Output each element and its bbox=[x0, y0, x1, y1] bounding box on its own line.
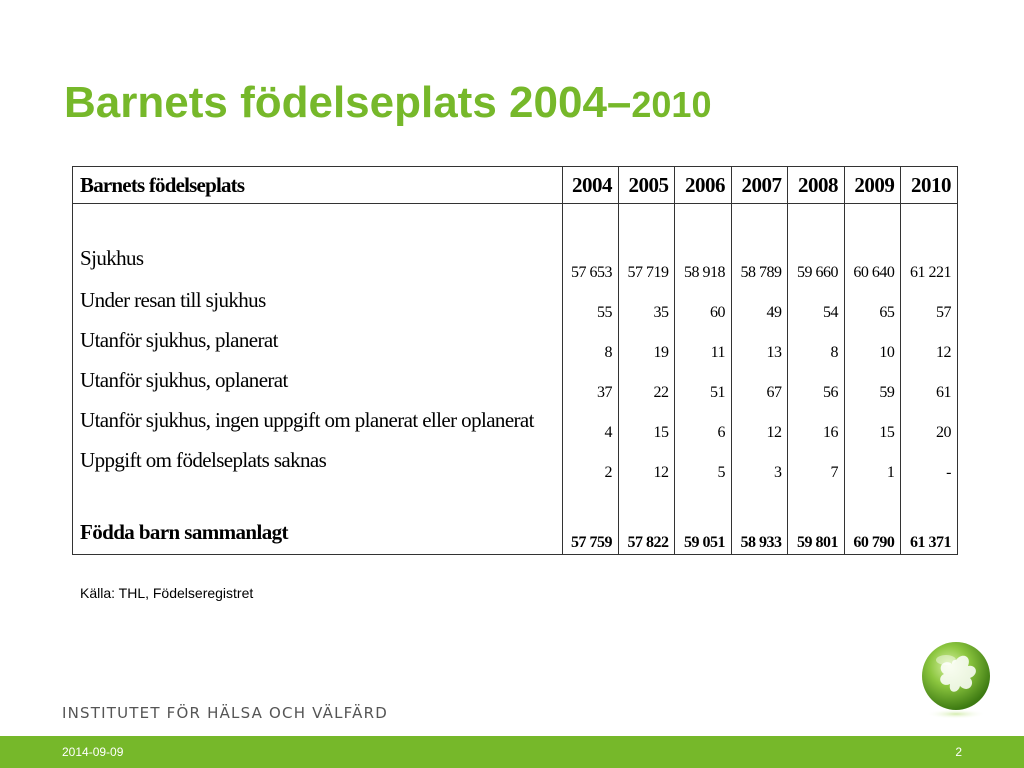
row-label: Utanför sjukhus, oplanerat bbox=[80, 368, 288, 392]
source-note: Källa: THL, Födelseregistret bbox=[80, 585, 254, 601]
row-label: Utanför sjukhus, ingen uppgift om planerat eller oplanerat bbox=[80, 408, 534, 432]
slide-title-main: Barnets födelseplats 2004– bbox=[64, 78, 632, 127]
cell-value: 60 640 bbox=[844, 246, 900, 284]
cell-value: 20 bbox=[901, 404, 958, 444]
total-value: 57 759 bbox=[562, 520, 618, 555]
cell-value: 56 bbox=[788, 364, 844, 404]
total-row bbox=[73, 520, 958, 555]
table-row bbox=[73, 444, 958, 484]
footer-bar bbox=[0, 736, 1024, 768]
cell-value: 8 bbox=[562, 324, 618, 364]
row-label: Sjukhus bbox=[80, 246, 144, 270]
year-header: 2008 bbox=[788, 167, 844, 204]
year-header: 2006 bbox=[675, 167, 731, 204]
cell-value: 12 bbox=[901, 324, 958, 364]
row-label: Utanför sjukhus, planerat bbox=[80, 328, 278, 352]
cell-value: 10 bbox=[844, 324, 900, 364]
table-row bbox=[73, 284, 958, 324]
cell-value: 57 653 bbox=[562, 246, 618, 284]
row-label: Uppgift om födelseplats saknas bbox=[80, 448, 327, 472]
table-row bbox=[73, 246, 958, 284]
cell-value: 65 bbox=[844, 284, 900, 324]
slide-title bbox=[64, 78, 711, 128]
total-value: 61 371 bbox=[901, 520, 958, 555]
cell-value: 57 719 bbox=[619, 246, 675, 284]
cell-value: 49 bbox=[731, 284, 787, 324]
cell-value: 58 789 bbox=[731, 246, 787, 284]
institute-name: INSTITUTET FÖR HÄLSA OCH VÄLFÄRD bbox=[62, 704, 388, 722]
birthplace-table bbox=[72, 166, 958, 555]
total-label: Födda barn sammanlagt bbox=[80, 520, 288, 544]
cell-value: 11 bbox=[675, 324, 731, 364]
total-value: 59 801 bbox=[788, 520, 844, 555]
cell-value: 16 bbox=[788, 404, 844, 444]
cell-value: 3 bbox=[731, 444, 787, 484]
cell-value: 5 bbox=[675, 444, 731, 484]
cell-value: 61 bbox=[901, 364, 958, 404]
cell-value: 60 bbox=[675, 284, 731, 324]
cell-value: 59 bbox=[844, 364, 900, 404]
cell-value: 12 bbox=[619, 444, 675, 484]
cell-value: 35 bbox=[619, 284, 675, 324]
header-label: Barnets födelseplats bbox=[73, 167, 563, 204]
cell-value: 1 bbox=[844, 444, 900, 484]
cell-value: 59 660 bbox=[788, 246, 844, 284]
total-value: 58 933 bbox=[731, 520, 787, 555]
spacer-row bbox=[73, 204, 958, 247]
row-label: Under resan till sjukhus bbox=[80, 288, 266, 312]
cell-value: - bbox=[901, 444, 958, 484]
spacer-row bbox=[73, 484, 958, 520]
table-row bbox=[73, 404, 958, 444]
cell-value: 37 bbox=[562, 364, 618, 404]
cell-value: 2 bbox=[562, 444, 618, 484]
cell-value: 67 bbox=[731, 364, 787, 404]
page-number: 2 bbox=[955, 745, 962, 759]
cell-value: 54 bbox=[788, 284, 844, 324]
cell-value: 57 bbox=[901, 284, 958, 324]
year-header: 2004 bbox=[562, 167, 618, 204]
cell-value: 8 bbox=[788, 324, 844, 364]
cell-value: 61 221 bbox=[901, 246, 958, 284]
footer-date: 2014-09-09 bbox=[62, 745, 124, 759]
cell-value: 6 bbox=[675, 404, 731, 444]
cell-value: 4 bbox=[562, 404, 618, 444]
total-value: 59 051 bbox=[675, 520, 731, 555]
cell-value: 22 bbox=[619, 364, 675, 404]
total-value: 60 790 bbox=[844, 520, 900, 555]
cell-value: 15 bbox=[844, 404, 900, 444]
cell-value: 7 bbox=[788, 444, 844, 484]
cell-value: 13 bbox=[731, 324, 787, 364]
table-row bbox=[73, 324, 958, 364]
cell-value: 12 bbox=[731, 404, 787, 444]
cell-value: 15 bbox=[619, 404, 675, 444]
year-header: 2010 bbox=[901, 167, 958, 204]
table-header-row bbox=[73, 167, 958, 204]
orb-logo-icon bbox=[918, 640, 994, 720]
year-header: 2009 bbox=[844, 167, 900, 204]
table-row bbox=[73, 364, 958, 404]
cell-value: 51 bbox=[675, 364, 731, 404]
year-header: 2005 bbox=[619, 167, 675, 204]
cell-value: 55 bbox=[562, 284, 618, 324]
cell-value: 58 918 bbox=[675, 246, 731, 284]
total-value: 57 822 bbox=[619, 520, 675, 555]
cell-value: 19 bbox=[619, 324, 675, 364]
year-header: 2007 bbox=[731, 167, 787, 204]
slide-title-end-year: 2010 bbox=[631, 84, 712, 125]
